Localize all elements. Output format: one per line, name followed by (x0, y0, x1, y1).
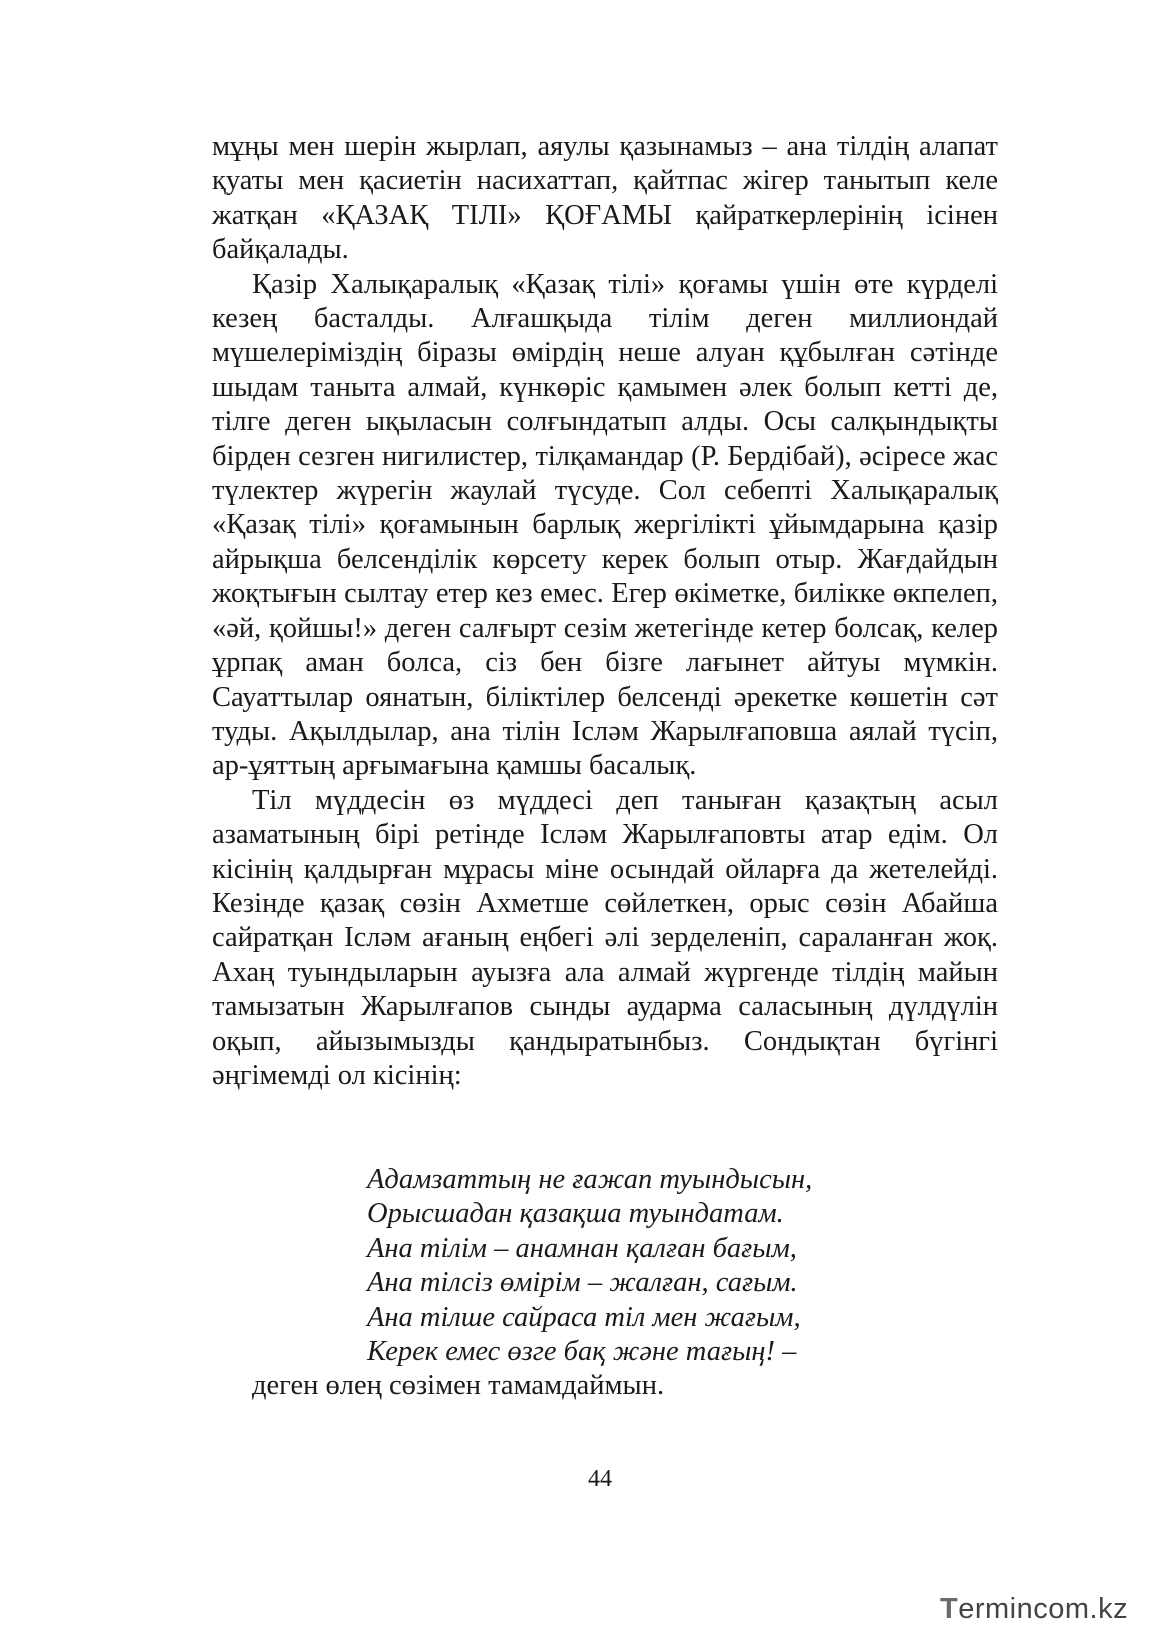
poem-line-1: Адамзаттың не ғажап туындысын, (367, 1164, 813, 1195)
body-text (212, 130, 998, 1093)
paragraph-3: Тіл мүддесін өз мүддесі деп таныған қазақтың асыл азаматының бірі ретінде Ісләм Жарылғаповты атар едім. Ол кісінің қалдырған мұрасы міне осындай ойларға да жетелейді. Кезінде қазақ сөзін Ахметше сөйлеткен, орыс сөзін Абайша сайратқан Ісләм ағаның еңбегі әлі зерделеніп, сараланған жоқ. Ахаң туындыларын ауызға ала алмай жүргенде тілдің майын тамызатын Жарылғапов сынды аударма саласының дүлдүлін оқып, айызымызды қандыратынбыз. Сондықтан бүгінгі әңгімемді ол кісінің: (212, 784, 998, 1091)
logo-t-mark: T (940, 1593, 959, 1625)
paragraph-2: Қазір Халықаралық «Қазақ тілі» қоғамы үшін өте күрделі кезең басталды. Алғашқыда тілім деген миллиондай мүшелеріміздің біразы өмірдің неше алуан құбылған сәтінде шыдам таныта алмай, күнкөріс қамымен әлек болып кетті де, тілге деген ықыласын солғындатып алды. Осы салқындықты бірден сезген нигилистер, тілқамандар (Р. Бердібай), әсіресе жас түлектер жүрегін жаулай түсуде. Сол себепті Халықаралық «Қазақ тілі» қоғамынын барлық жергілікті ұйымдарына қазір айрықша белсенділік көрсету керек болып отыр. Жағдайдын жоқтығын сылтау етер кез емес. Егер өкіметке, билікке өкпелеп, «әй, қойшы!» деген салғырт сезім жетегінде кетер болсақ, келер ұрпақ аман болса, сіз бен бізге лағынет айтуы мүмкін. Сауаттылар оянатын, біліктілер белсенді әрекетке көшетін сәт туды. Ақылдылар, ана тілін Ісләм Жарылғаповша аялай түсіп, ар-ұяттың арғымағына қамшы басалық. (212, 268, 998, 782)
paragraph-1: мұңы мен шерін жырлап, аяулы қазынамыз – ана тілдің алапат қуаты мен қасиетін насихаттап, қайтпас жігер танытып келе жатқан «ҚАЗАҚ ТІЛІ» ҚОҒАМЫ қайраткерлерінің ісінен байқалады. (212, 131, 998, 266)
closing-line: деген өлең сөзімен тамамдаймын. (252, 1370, 665, 1401)
termincom-watermark-logo (940, 1592, 1128, 1626)
poem-line-5: Ана тілше сайраса тіл мен жағым, (367, 1301, 801, 1333)
poem-line-6: Керек емес өзге бақ және тағың! – (367, 1336, 797, 1368)
poem-line-3: Ана тілім – анамнан қалған бағым, (367, 1232, 797, 1264)
poem-line-2: Орысшадан қазақша туындатам. (367, 1198, 784, 1230)
page-number: 44 (588, 1466, 612, 1492)
poem-quote (367, 1163, 927, 1369)
logo-text: ermincom.kz (958, 1593, 1129, 1625)
poem-line-4: Ана тілсіз өмірім – жалған, сағым. (367, 1267, 798, 1299)
